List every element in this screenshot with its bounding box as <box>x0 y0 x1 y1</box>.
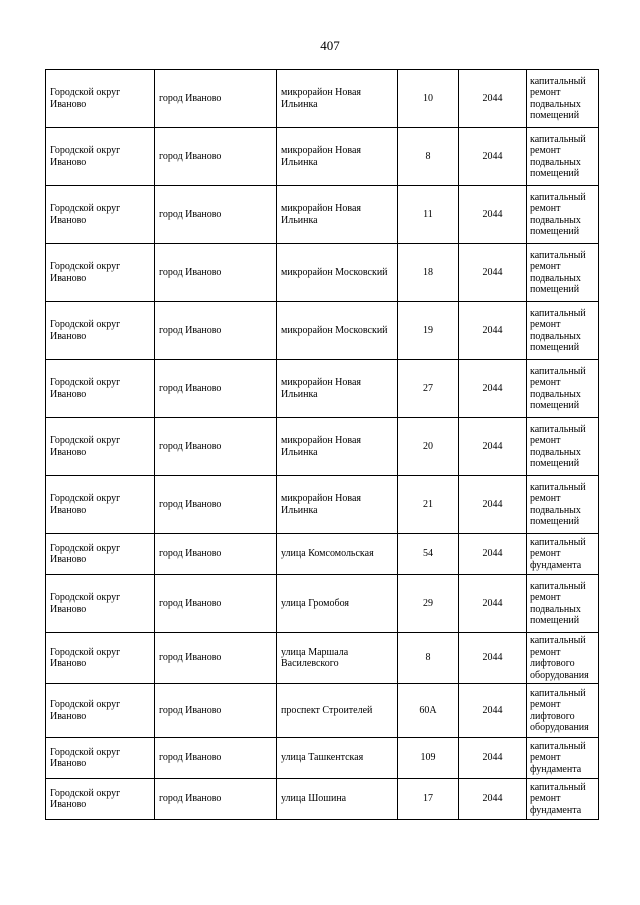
table-row <box>46 534 599 575</box>
cell-work-type: капитальный ремонт подвальных помещений <box>527 128 599 186</box>
page-number: 407 <box>320 38 340 53</box>
cell-work-type: капитальный ремонт фундамента <box>527 534 599 575</box>
cell-street: микрорайон Новая Ильинка <box>277 418 398 476</box>
cell-city: город Иваново <box>155 779 277 820</box>
cell-district: Городской округ Иваново <box>46 360 155 418</box>
table-row <box>46 684 599 738</box>
cell-house-number: 10 <box>398 70 459 128</box>
cell-district: Городской округ Иваново <box>46 779 155 820</box>
cell-city: город Иваново <box>155 633 277 684</box>
cell-city: город Иваново <box>155 575 277 633</box>
cell-house-number: 27 <box>398 360 459 418</box>
cell-work-type: капитальный ремонт подвальных помещений <box>527 244 599 302</box>
cell-street: микрорайон Новая Ильинка <box>277 186 398 244</box>
cell-district: Городской округ Иваново <box>46 186 155 244</box>
cell-work-type: капитальный ремонт подвальных помещений <box>527 70 599 128</box>
cell-city: город Иваново <box>155 360 277 418</box>
cell-city: город Иваново <box>155 186 277 244</box>
cell-year: 2044 <box>459 418 527 476</box>
cell-street: улица Ташкентская <box>277 738 398 779</box>
table-row <box>46 186 599 244</box>
cell-work-type: капитальный ремонт фундамента <box>527 738 599 779</box>
repair-schedule-table <box>45 69 599 820</box>
cell-street: улица Шошина <box>277 779 398 820</box>
cell-street: микрорайон Новая Ильинка <box>277 70 398 128</box>
cell-district: Городской округ Иваново <box>46 128 155 186</box>
cell-district: Городской округ Иваново <box>46 476 155 534</box>
cell-year: 2044 <box>459 244 527 302</box>
cell-year: 2044 <box>459 360 527 418</box>
table-body <box>46 70 599 820</box>
cell-district: Городской округ Иваново <box>46 684 155 738</box>
cell-city: город Иваново <box>155 128 277 186</box>
cell-year: 2044 <box>459 779 527 820</box>
cell-street: микрорайон Московский <box>277 244 398 302</box>
cell-city: город Иваново <box>155 302 277 360</box>
cell-street: улица Громобоя <box>277 575 398 633</box>
cell-house-number: 11 <box>398 186 459 244</box>
cell-house-number: 8 <box>398 128 459 186</box>
cell-house-number: 109 <box>398 738 459 779</box>
cell-work-type: капитальный ремонт лифтового оборудования <box>527 684 599 738</box>
table-row <box>46 633 599 684</box>
cell-house-number: 19 <box>398 302 459 360</box>
cell-district: Городской округ Иваново <box>46 418 155 476</box>
table-row <box>46 360 599 418</box>
cell-work-type: капитальный ремонт подвальных помещений <box>527 575 599 633</box>
cell-year: 2044 <box>459 738 527 779</box>
cell-work-type: капитальный ремонт лифтового оборудования <box>527 633 599 684</box>
table-row <box>46 418 599 476</box>
cell-house-number: 54 <box>398 534 459 575</box>
cell-work-type: капитальный ремонт подвальных помещений <box>527 360 599 418</box>
cell-work-type: капитальный ремонт фундамента <box>527 779 599 820</box>
cell-year: 2044 <box>459 128 527 186</box>
table-row <box>46 575 599 633</box>
cell-district: Городской округ Иваново <box>46 534 155 575</box>
cell-city: город Иваново <box>155 738 277 779</box>
table-row <box>46 128 599 186</box>
cell-city: город Иваново <box>155 684 277 738</box>
cell-district: Городской округ Иваново <box>46 633 155 684</box>
cell-street: проспект Строителей <box>277 684 398 738</box>
cell-district: Городской округ Иваново <box>46 302 155 360</box>
cell-year: 2044 <box>459 575 527 633</box>
cell-year: 2044 <box>459 633 527 684</box>
cell-district: Городской округ Иваново <box>46 575 155 633</box>
cell-district: Городской округ Иваново <box>46 738 155 779</box>
cell-year: 2044 <box>459 534 527 575</box>
cell-district: Городской округ Иваново <box>46 244 155 302</box>
cell-street: микрорайон Новая Ильинка <box>277 360 398 418</box>
cell-work-type: капитальный ремонт подвальных помещений <box>527 302 599 360</box>
table-row <box>46 738 599 779</box>
table-row <box>46 70 599 128</box>
table-row <box>46 476 599 534</box>
cell-street: улица Комсомольская <box>277 534 398 575</box>
cell-work-type: капитальный ремонт подвальных помещений <box>527 476 599 534</box>
cell-year: 2044 <box>459 70 527 128</box>
cell-house-number: 17 <box>398 779 459 820</box>
table-row <box>46 302 599 360</box>
cell-house-number: 20 <box>398 418 459 476</box>
cell-street: улица Маршала Василевского <box>277 633 398 684</box>
cell-year: 2044 <box>459 476 527 534</box>
cell-street: микрорайон Новая Ильинка <box>277 476 398 534</box>
cell-year: 2044 <box>459 302 527 360</box>
cell-year: 2044 <box>459 186 527 244</box>
cell-city: город Иваново <box>155 244 277 302</box>
cell-district: Городской округ Иваново <box>46 70 155 128</box>
cell-city: город Иваново <box>155 418 277 476</box>
table-row <box>46 244 599 302</box>
cell-house-number: 18 <box>398 244 459 302</box>
cell-work-type: капитальный ремонт подвальных помещений <box>527 418 599 476</box>
table-row <box>46 779 599 820</box>
cell-house-number: 8 <box>398 633 459 684</box>
cell-house-number: 60А <box>398 684 459 738</box>
cell-street: микрорайон Новая Ильинка <box>277 128 398 186</box>
cell-city: город Иваново <box>155 70 277 128</box>
cell-work-type: капитальный ремонт подвальных помещений <box>527 186 599 244</box>
cell-house-number: 29 <box>398 575 459 633</box>
cell-city: город Иваново <box>155 534 277 575</box>
cell-street: микрорайон Московский <box>277 302 398 360</box>
cell-house-number: 21 <box>398 476 459 534</box>
cell-city: город Иваново <box>155 476 277 534</box>
cell-year: 2044 <box>459 684 527 738</box>
